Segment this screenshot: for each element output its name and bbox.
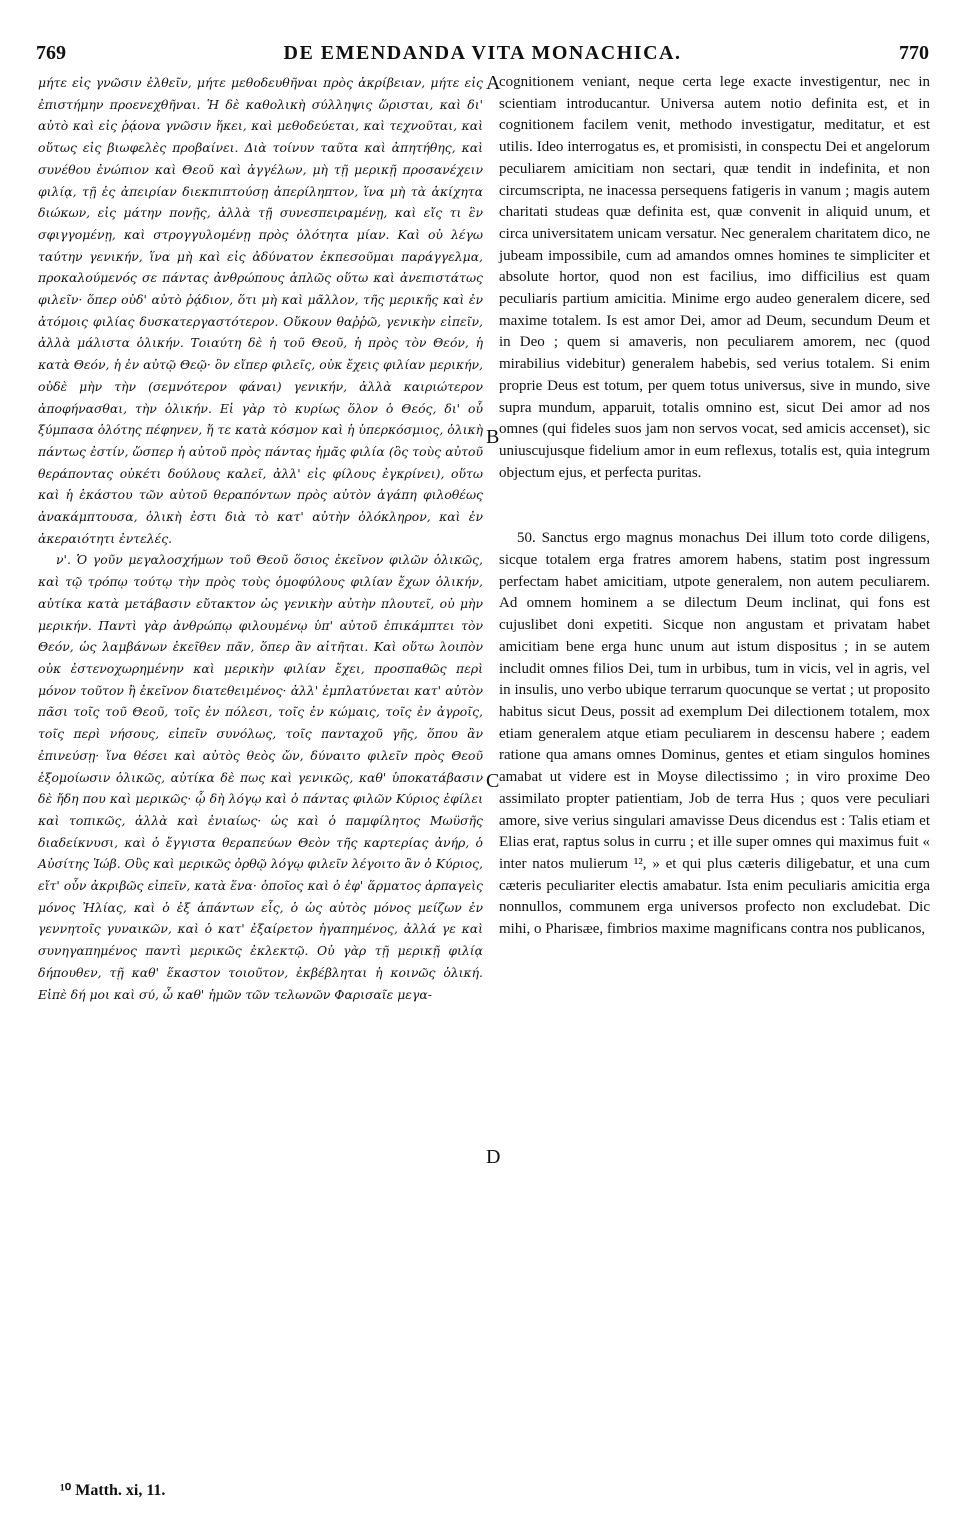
section-marker-c: C: [486, 770, 500, 792]
latin-paragraph-1: cognitionem veniant, neque certa lege exacte investigentur, nec in scientiam introducantur. Universa autem notio definita est, et in cognitionem facilem venit, methodo investigatur, meditatur, et est utilis. Ideo interrogatus es, et promisisti, in conspectu Dei et angelorum peculiarem amicitiam non sectari, quæ tendit in indefinita, et non circumscripta, ne inacessa persequens fatigeris in vanum ; magis autem charitati studeas quæ definita est, quæ convenit in aliquid unum, et circa universitatem unicam versatur. Nec generalem charitatem dico, ne jubeam impossibile, cum ad amandos omnes homines te simpliciter et absolute hortor, quod non est facilius, imo difficilius est quam peculiaris partium amicitia. Minime ergo audeo generalem dicere, sed maxime totalem. Is est amor Dei, amor ad Deum, secundum Deum et in Deo ; quem si amaveris, non peculiarem amorem, nec (quod mirabilius videbitur) generalem habebis, sed verius totalem. Si enim proprie Deus est totum, per quem totus universus, sive in mundo, sive supra mundum, apparuit, totalis omnino est, sicut Dei amor ad nos omnes (qui fideles suos jam non servos vocat, sed amicis accenset), sic uniuscujusque fidelium amor in eum reflexus, totalis est, quia integrum objectum ejus, et perfecta puritas.: [499, 74, 930, 481]
page-header: [36, 38, 929, 68]
section-marker-b: B: [486, 426, 500, 448]
greek-paragraph-1: μήτε εἰς γνῶσιν ἐλθεῖν, μήτε μεθοδευθῆναι πρὸς ἀκρίβειαν, μήτε εἰς ἐπιστήμην προενεχθῆναι. Ἡ δὲ καθολικὴ σύλληψις ὥρισται, καὶ δι' αὐτὸ καὶ εἰς ῥᾴονα γνῶσιν ἥκει, καὶ μεθοδεύεται, καὶ τεχνοῦται, καὶ οὕτως εἰς βιωφελὲς προβαίνει. Διὰ τοίνυν ταῦτα καὶ ἀπητήθης, καὶ συνέθου ἐνώπιον καὶ Θεοῦ καὶ ἀγγέλων, μὴ τῇ μερικῇ προσανέχειν φιλίᾳ, τῇ ἐς ἀπειρίαν διεκπιπτούσῃ ἀπερίληπτον, ἵνα μὴ τὰ ἀκίχητα διώκων, εἰς μάτην πονῇς, ἀλλὰ τῇ συνεσπειραμένῃ, καὶ εἴς τι ἓν σφιγγομένῃ, καὶ στρογγυλομένῃ πρὸς ὁλότητα μίαν. Καὶ οὐ λέγω ταύτην γενικήν, ἵνα μὴ καὶ εἰς ἀδύνατον ἐκπεσοῦμαι παράγγελμα, προκαλούμενός σε πάντας ἀνθρώπους ἁπλῶς οὕτω καὶ ἀνεπιστάτως φιλεῖν· ὅπερ οὐδ' αὐτὸ ῥᾴδιον, ὅτι μὴ καὶ μᾶλλον, τῆς μερικῆς καὶ ἐν ἀτόμοις φιλίας δυσκατεργαστότερον. Οὔκουν θαῤῥῶ, γενικὴν εἰπεῖν, ἀλλὰ μάλιστα ὁλικήν. Τοιαύτη δὲ ἡ τοῦ Θεοῦ, ἡ πρὸς τὸν Θεόν, ἡ κατὰ Θεόν, ἡ ἐν αὐτῷ Θεῷ· ὃν εἴπερ φιλεῖς, οὐκ ἔχεις φιλίαν μερικήν, οὐδὲ μὴν τὴν (σεμνότερον φάναι) γενικήν, ἀλλὰ καιριώτερον ἀποφήνασθαι, τὴν ὁλικήν. Εἰ γὰρ τὸ κυρίως ὅλον ὁ Θεός, δι' οὗ ξύμπασα ὁλότης πέφηνεν, ἥ τε κατὰ κόσμον καὶ ἡ ὑπερκόσμιος, ὁλικὴ πάντως ἐστίν, ὥσπερ ἡ αὐτοῦ πρὸς πάντας ἡμᾶς φιλία (ὃς τοὺς αὐτοῦ θεράποντας οὐκέτι δούλους καλεῖ, ἀλλ' εἰς φίλους ἐγκρίνει), οὕτω καὶ ἡ ἑκάστου τῶν αὐτοῦ θεραπόντων πρὸς αὐτὸν ἀγάπη φιλοθέως ἀνακάμπτουσα, ὁλικὴ ἐστι διὰ τὸ κατ' αὐτὴν ὁλόκληρον, καὶ ἐν ἀκεραιότητι ἐντελές.: [38, 75, 483, 546]
greek-column: [38, 72, 483, 1005]
latin-paragraph-2: 50. Sanctus ergo magnus monachus Dei illum toto corde diligens, sicque totalem erga fratres amorem habens, statim post ingressum perfectam habet amicitiam, utpote generalem, non autem peculiarem. Ad omnem hominem a se dilectum Deum inclinat, qui fons est cujuslibet doni expetiti. Sicque non angustam et privatam habet amicitiam bene erga hunc unum aut istum dispositus ; in se autem includit omnes filios Dei, tum in urbibus, tum in vicis, vel in agris, vel in insulis, uno verbo ubique terrarum quocunque se vertat ; ut proposito habitus sicut Deus, possit ad exemplum Dei dilectionem totalem, mox etiam generalem atque etiam peculiarem in descensu habere ; eadem ratione qua amans omnes Dominus, gentes et etiam singulos homines amabat ut videre est in Moyse dilectissimo ; in viro proxime Deo assimilato propter patientiam, Job de terra Hus ; quos vere peculiari amore, sive verius singulari amavisse Deus dicendus est : Talis etiam et Elias erat, raptus solus in curru ; et ille super omnes qui maximus fuit « inter natos mulierum ¹², » et qui plus cæteris diligebatur, et una cum cæteris peculiariter electis amabatur. Ista enim peculiaris amicitia erga nonnullos, communem erga universos profecto non excludebat. Dic mihi, o Pharisæe, fimbrios maxime magnificans contra nos publicanos,: [499, 530, 930, 938]
running-title: DE EMENDANDA VITA MONACHICA.: [283, 41, 682, 64]
page-number-left: 769: [36, 41, 66, 64]
section-marker-d: D: [486, 1146, 501, 1168]
latin-column: [499, 72, 930, 941]
greek-paragraph-2: ν'. Ὁ γοῦν μεγαλοσχήμων τοῦ Θεοῦ ὅσιος ἐκεῖνον φιλῶν ὁλικῶς, καὶ τῷ τρόπῳ τούτῳ τὴν πρὸς τοὺς ὁμοφύλους φιλίαν ἔχων ὁλικήν, αὐτίκα κατὰ μετάβασιν εὔτακτον ὡς γενικὴν αὐτὴν πλουτεῖ, οὐ μὴν μερικήν. Παντὶ γὰρ ἀνθρώπῳ φιλουμένῳ ὑπ' αὐτοῦ ἐπικάμπτει τὸν Θεόν, ὡς λαμβάνων ἐκεῖθεν πᾶν, ὅπερ ἂν αἰτῆται. Καὶ οὕτω λοιπὸν οὐκ ἐστενοχωρημένην καὶ μερικὴν φιλίαν ἔχει, προσπαθῶς περὶ μόνον τοῦτον ἢ ἐκεῖνον διατεθειμένος· ἀλλ' ἐμπλατύνεται κατ' αὐτὸν πᾶσι τοῖς τοῦ Θεοῦ, τοῖς ἐν πόλεσι, τοῖς ἐν κώμαις, τοῖς ἐν ἀγροῖς, τοῖς περὶ νήσους, εἰπεῖν συνόλως, τοῖς πανταχοῦ γῆς, ὅπου ἂν ἐπινεύσῃ· ἵνα θέσει καὶ αὐτὸς θεὸς ὤν, δύναιτο φιλεῖν πρὸς Θεοῦ ἐξομοίωσιν ὁλικῶς, αὐτίκα δὲ πως καὶ γενικῶς, καθ' ὑποκατάβασιν δὲ ἤδη που καὶ μερικῶς· ᾧ δὴ λόγῳ καὶ ὁ πάντας φιλῶν Κύριος ἐφίλει καὶ τοπικῶς, ἀλλὰ καὶ ἐνιαίως· ὡς καὶ ὁ παμφίλητος Μωϋσῆς διαδείκνυσι, καὶ ὁ ἔγγιστα θεραπεύων Θεὸν τῆς καρτερίας ἀνήρ, ὁ Αὐσίτης Ἰώβ. Οὓς καὶ μερικῶς ὀρθῷ λόγῳ φιλεῖν λέγοιτο ἂν ὁ Κύριος, εἴτ' οὖν ἀκριβῶς εἰπεῖν, κατὰ ἕνα· ὁποῖος καὶ ὁ ἐφ' ἅρματος ἁρπαγεὶς μόνος Ἠλίας, καὶ ὁ ἐξ ἁπάντων εἷς, ὁ ὡς αὐτὸς μόνος μείζων ἐν γεννητοῖς γυναικῶν, καὶ ὁ κατ' ἐξαίρετον ἠγαπημένος, ἀλλά γε καὶ συνηγαπημένος παντὶ μερικῶς ἐκλεκτῷ. Οὐ γὰρ τῇ μερικῇ φιλίᾳ δήπουθεν, τῇ καθ' ἕκαστον τοιοῦτον, ἐκβέβληται ἡ κοινῶς ὁλική. Εἰπὲ δή μοι καὶ σύ, ὦ καθ' ἡμῶν τῶν τελωνῶν Φαρισαῖε μεγα-: [38, 552, 483, 1002]
section-marker-a: A: [486, 72, 501, 94]
page-number-right: 770: [898, 41, 929, 64]
footnote: ¹⁰ Matth. xi, 11.: [60, 1482, 166, 1499]
